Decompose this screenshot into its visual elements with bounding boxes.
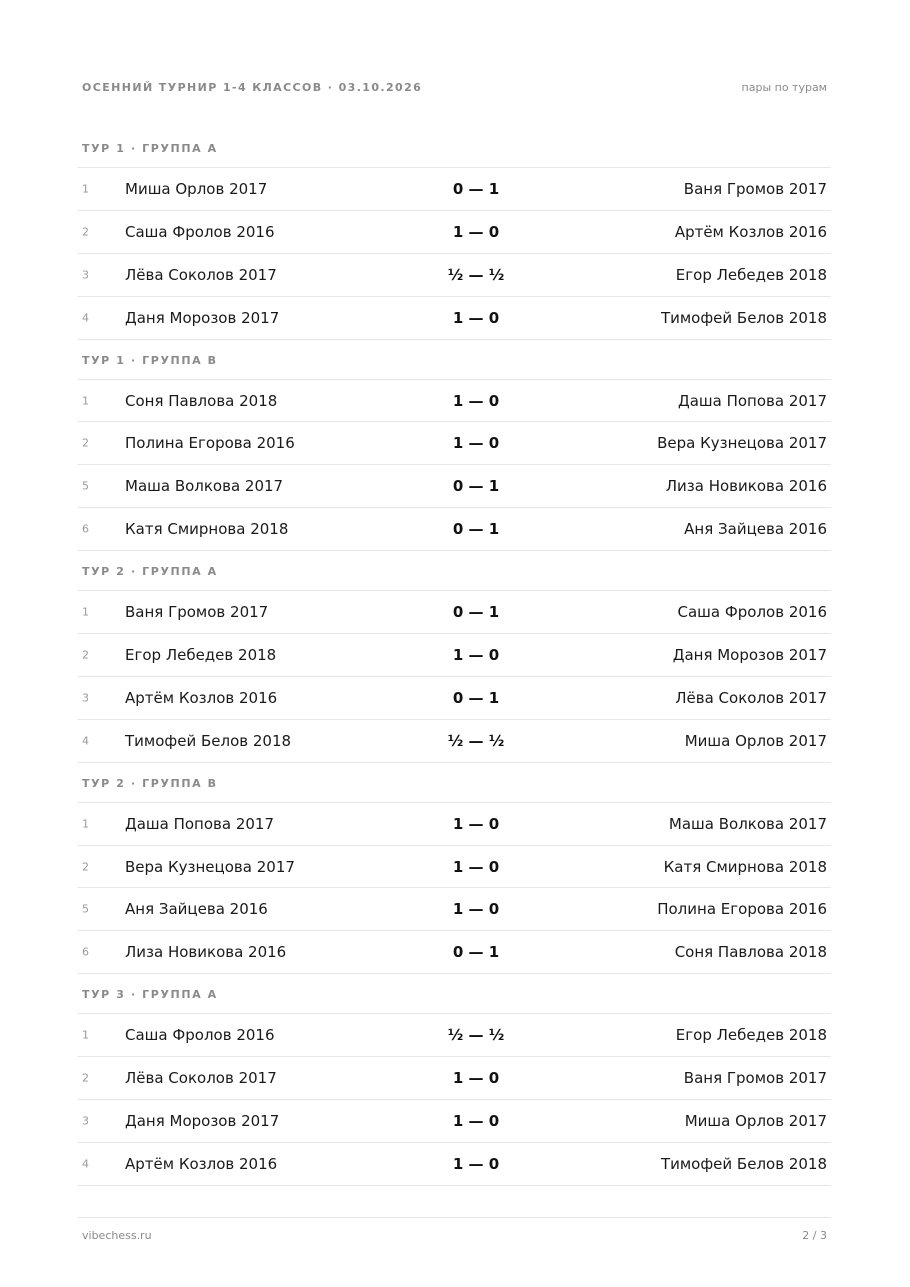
black-player: Тимофей Белов 2018: [660, 308, 827, 327]
white-player: Тимофей Белов 2018: [125, 731, 292, 750]
white-player: Катя Смирнова 2018: [125, 520, 289, 539]
black-player: Миша Орлов 2017: [684, 731, 827, 750]
game-score-text: ½ — ½: [447, 265, 505, 284]
pairing-row: [78, 1100, 831, 1143]
black-player: Вера Кузнецова 2017: [657, 434, 827, 453]
pairing-row: [78, 1143, 831, 1186]
pairing-row: [78, 465, 831, 508]
black-player: Тимофей Белов 2018: [660, 1154, 827, 1173]
game-score-text: 1 — 0: [452, 434, 500, 453]
white-player: Саша Фролов 2016: [125, 222, 275, 241]
white-player: Саша Фролов 2016: [125, 1026, 275, 1045]
game-score-text: 1 — 0: [452, 1154, 500, 1173]
white-player: Даня Морозов 2017: [125, 308, 280, 327]
pairing-row: [78, 380, 831, 423]
pairing-row: [78, 508, 831, 551]
white-player: Вера Кузнецова 2017: [125, 857, 295, 876]
board-number: 3: [82, 268, 89, 282]
pairing-row: [78, 591, 831, 634]
black-player: Лёва Соколов 2017: [675, 688, 827, 707]
black-player: Соня Павлова 2018: [674, 943, 827, 962]
board-number: 5: [82, 902, 89, 916]
pairing-row: [78, 677, 831, 720]
board-number: 1: [82, 394, 89, 407]
game-score-text: 0 — 1: [452, 179, 500, 198]
black-player: Катя Смирнова 2018: [663, 857, 827, 876]
white-player: Даша Попова 2017: [125, 814, 275, 833]
black-player: Даня Морозов 2017: [672, 645, 827, 664]
board-number: 4: [82, 1157, 89, 1171]
game-score-text: 1 — 0: [452, 1111, 500, 1130]
board-number: 1: [82, 182, 89, 196]
page-footer: [78, 1217, 831, 1247]
footer-site: vibechess.ru: [82, 1229, 152, 1242]
pairing-row: [78, 803, 831, 846]
game-score-text: ½ — ½: [447, 731, 505, 750]
board-number: 2: [82, 225, 89, 239]
page-number: 2 / 3: [802, 1229, 827, 1242]
board-number: 6: [82, 945, 89, 959]
pairing-row: [78, 211, 831, 254]
black-player: Ваня Громов 2017: [683, 1069, 827, 1088]
black-player: Даша Попова 2017: [677, 391, 827, 410]
white-player: Маша Волкова 2017: [125, 477, 284, 496]
pairing-row: [78, 931, 831, 974]
section-title: ТУР 2 · ГРУППА A: [78, 551, 831, 591]
pairing-row: [78, 254, 831, 297]
game-score-text: 0 — 1: [452, 943, 500, 962]
game-score-text: 0 — 1: [452, 603, 500, 622]
pairing-row: [78, 888, 831, 931]
board-number: 1: [82, 605, 89, 619]
page-title: ОСЕННИЙ ТУРНИР 1-4 КЛАССОВ · 03.10.2026: [82, 81, 423, 94]
black-player: Саша Фролов 2016: [677, 603, 827, 622]
white-player: Лёва Соколов 2017: [125, 265, 277, 284]
round-group-section: [78, 551, 831, 763]
board-number: 1: [82, 817, 89, 831]
white-player: Даня Морозов 2017: [125, 1111, 280, 1130]
white-player: Лиза Новикова 2016: [125, 943, 287, 962]
board-number: 2: [82, 648, 89, 662]
board-number: 6: [82, 522, 89, 536]
black-player: Лиза Новикова 2016: [665, 477, 827, 496]
round-group-section: [78, 763, 831, 975]
page-header: [82, 81, 827, 97]
board-number: 2: [82, 1071, 89, 1085]
game-score-text: 0 — 1: [452, 477, 500, 496]
pairing-row: [78, 422, 831, 465]
game-score-text: 0 — 1: [452, 520, 500, 539]
page-subtitle: пары по турам: [741, 81, 827, 94]
section-title: ТУР 3 · ГРУППА A: [78, 974, 831, 1014]
black-player: Ваня Громов 2017: [683, 179, 827, 198]
board-number: 5: [82, 479, 89, 493]
white-player: Артём Козлов 2016: [125, 688, 278, 707]
white-player: Егор Лебедев 2018: [125, 645, 277, 664]
black-player: Маша Волкова 2017: [668, 814, 827, 833]
game-score-text: 1 — 0: [452, 900, 500, 919]
game-score-text: 1 — 0: [452, 645, 500, 664]
round-group-section: [78, 974, 831, 1186]
board-number: 3: [82, 691, 89, 705]
white-player: Миша Орлов 2017: [125, 179, 268, 198]
pairing-row: [78, 634, 831, 677]
game-score-text: 1 — 0: [452, 857, 500, 876]
black-player: Егор Лебедев 2018: [675, 1026, 827, 1045]
board-number: 2: [82, 436, 89, 450]
pairing-row: [78, 297, 831, 340]
board-number: 4: [82, 734, 89, 748]
white-player: Полина Егорова 2016: [125, 434, 295, 453]
black-player: Миша Орлов 2017: [684, 1111, 827, 1130]
section-title: ТУР 1 · ГРУППА B: [78, 340, 831, 380]
white-player: Соня Павлова 2018: [125, 391, 278, 410]
pairing-row: [78, 1014, 831, 1057]
game-score-text: 1 — 0: [452, 1069, 500, 1088]
game-score-text: 1 — 0: [452, 308, 500, 327]
section-title: ТУР 2 · ГРУППА B: [78, 763, 831, 803]
board-number: 3: [82, 1114, 89, 1128]
black-player: Егор Лебедев 2018: [675, 265, 827, 284]
round-group-section: [78, 128, 831, 340]
game-score-text: ½ — ½: [447, 1026, 505, 1045]
white-player: Ваня Громов 2017: [125, 603, 269, 622]
black-player: Артём Козлов 2016: [674, 222, 827, 241]
game-score-text: 0 — 1: [452, 688, 500, 707]
game-score-text: 1 — 0: [452, 814, 500, 833]
white-player: Аня Зайцева 2016: [125, 900, 268, 919]
white-player: Лёва Соколов 2017: [125, 1069, 277, 1088]
pairing-row: [78, 846, 831, 889]
section-title: ТУР 1 · ГРУППА A: [78, 128, 831, 168]
pairings-list: [78, 128, 831, 1186]
pairing-row: [78, 168, 831, 211]
board-number: 4: [82, 311, 89, 325]
board-number: 2: [82, 860, 89, 874]
pairing-row: [78, 1057, 831, 1100]
board-number: 1: [82, 1028, 89, 1042]
pairing-row: [78, 720, 831, 763]
black-player: Полина Егорова 2016: [657, 900, 827, 919]
game-score-text: 1 — 0: [452, 222, 500, 241]
black-player: Аня Зайцева 2016: [684, 520, 827, 539]
game-score-text: 1 — 0: [452, 391, 500, 410]
white-player: Артём Козлов 2016: [125, 1154, 278, 1173]
round-group-section: [78, 340, 831, 552]
